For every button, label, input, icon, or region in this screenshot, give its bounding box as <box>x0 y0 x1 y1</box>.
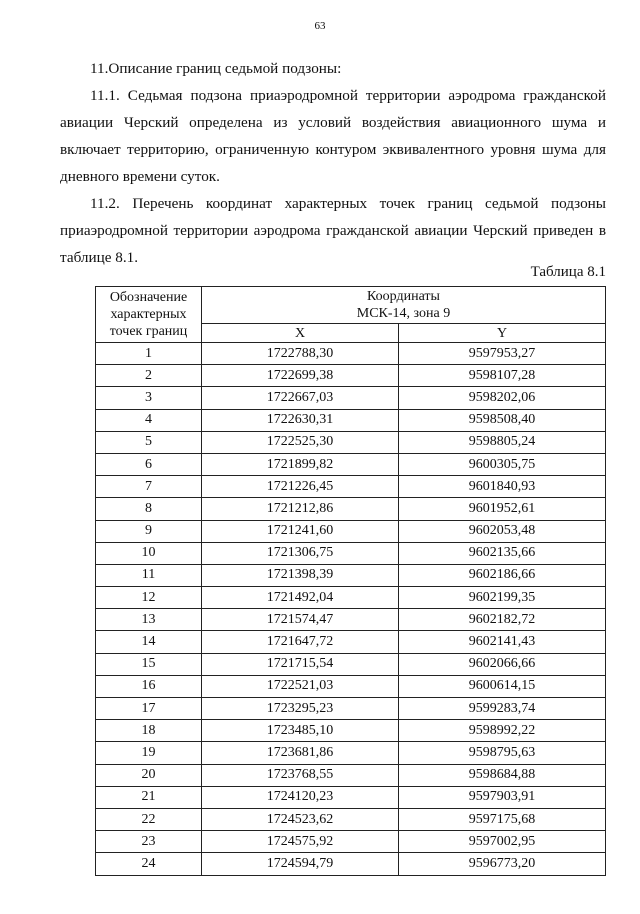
table-row <box>96 520 606 542</box>
x-coordinate-cell: 1721212,86 <box>202 498 399 520</box>
table-row <box>96 343 606 365</box>
x-coordinate-cell: 1722521,03 <box>202 675 399 697</box>
point-number-cell: 8 <box>96 498 202 520</box>
y-coordinate-cell: 9597175,68 <box>399 808 606 830</box>
coordinate-system: МСК-14, зона 9 <box>356 306 451 321</box>
point-number-cell: 7 <box>96 476 202 498</box>
x-coordinate-cell: 1721241,60 <box>202 520 399 542</box>
x-coordinate-cell: 1722630,31 <box>202 409 399 431</box>
table-row <box>96 587 606 609</box>
point-number-cell: 9 <box>96 520 202 542</box>
x-coordinate-cell: 1721715,54 <box>202 653 399 675</box>
section-heading: 11.Описание границ седьмой подзоны: <box>90 60 342 77</box>
table-row <box>96 476 606 498</box>
y-coordinate-cell: 9602182,72 <box>399 609 606 631</box>
page-number: 63 <box>314 20 326 32</box>
y-coordinate-cell: 9600305,75 <box>399 453 606 475</box>
x-coordinate-cell: 1721647,72 <box>202 631 399 653</box>
table-row <box>96 365 606 387</box>
table-row <box>96 431 606 453</box>
y-coordinate-cell: 9602141,43 <box>399 631 606 653</box>
x-column-header: X <box>202 324 399 343</box>
point-number-cell: 10 <box>96 542 202 564</box>
x-coordinate-cell: 1722699,38 <box>202 365 399 387</box>
table-row <box>96 831 606 853</box>
x-coordinate-cell: 1723295,23 <box>202 698 399 720</box>
y-coordinate-cell: 9596773,20 <box>399 853 606 875</box>
table-row <box>96 387 606 409</box>
y-coordinate-cell: 9602199,35 <box>399 587 606 609</box>
x-coordinate-cell: 1721306,75 <box>202 542 399 564</box>
y-coordinate-cell: 9598508,40 <box>399 409 606 431</box>
point-number-cell: 4 <box>96 409 202 431</box>
x-coordinate-cell: 1723485,10 <box>202 720 399 742</box>
x-coordinate-cell: 1722788,30 <box>202 343 399 365</box>
coordinates-title: Координаты <box>367 289 440 304</box>
paragraph-subzone-description: 11.1. Седьмая подзона приаэродромной территории аэродрома гражданской авиации Черский определена из условий воздействия авиационного шума и включает территорию, ограниченную контуром эквивалентного уровня шума для дневного времени суток. <box>60 87 606 185</box>
y-coordinate-cell: 9601952,61 <box>399 498 606 520</box>
table-row <box>96 853 606 875</box>
y-coordinate-cell: 9598107,28 <box>399 365 606 387</box>
table-row <box>96 609 606 631</box>
point-number-cell: 19 <box>96 742 202 764</box>
table-row <box>96 498 606 520</box>
point-number-cell: 12 <box>96 587 202 609</box>
y-coordinate-cell: 9602135,66 <box>399 542 606 564</box>
x-coordinate-cell: 1723768,55 <box>202 764 399 786</box>
table-body <box>96 343 606 876</box>
table-row <box>96 742 606 764</box>
coordinates-table <box>95 286 606 876</box>
x-coordinate-cell: 1721226,45 <box>202 476 399 498</box>
x-coordinate-cell: 1721492,04 <box>202 587 399 609</box>
table-caption: Таблица 8.1 <box>530 264 606 280</box>
table-header-row <box>96 287 606 324</box>
y-coordinate-cell: 9597903,91 <box>399 786 606 808</box>
x-coordinate-cell: 1724594,79 <box>202 853 399 875</box>
point-number-cell: 13 <box>96 609 202 631</box>
point-number-cell: 24 <box>96 853 202 875</box>
table-row <box>96 675 606 697</box>
point-number-cell: 6 <box>96 453 202 475</box>
point-number-cell: 22 <box>96 808 202 830</box>
point-number-cell: 21 <box>96 786 202 808</box>
point-number-cell: 15 <box>96 653 202 675</box>
point-number-cell: 5 <box>96 431 202 453</box>
point-number-cell: 23 <box>96 831 202 853</box>
point-number-cell: 18 <box>96 720 202 742</box>
paragraph-coordinates-intro: 11.2. Перечень координат характерных точек границ седьмой подзоны приаэродромной территории аэродрома гражданской авиации Черский приведен в таблице 8.1. <box>60 195 606 266</box>
y-coordinate-cell: 9599283,74 <box>399 698 606 720</box>
point-number-cell: 1 <box>96 343 202 365</box>
x-coordinate-cell: 1723681,86 <box>202 742 399 764</box>
y-coordinate-cell: 9598202,06 <box>399 387 606 409</box>
table-row <box>96 653 606 675</box>
point-number-cell: 20 <box>96 764 202 786</box>
x-coordinate-cell: 1724575,92 <box>202 831 399 853</box>
x-coordinate-cell: 1721398,39 <box>202 564 399 586</box>
point-number-cell: 2 <box>96 365 202 387</box>
x-coordinate-cell: 1721574,47 <box>202 609 399 631</box>
y-coordinate-cell: 9600614,15 <box>399 675 606 697</box>
y-column-header: Y <box>399 324 606 343</box>
y-coordinate-cell: 9601840,93 <box>399 476 606 498</box>
y-coordinate-cell: 9597953,27 <box>399 343 606 365</box>
point-number-cell: 3 <box>96 387 202 409</box>
table-row <box>96 786 606 808</box>
table-row <box>96 409 606 431</box>
x-coordinate-cell: 1722667,03 <box>202 387 399 409</box>
x-coordinate-cell: 1724120,23 <box>202 786 399 808</box>
y-coordinate-cell: 9602066,66 <box>399 653 606 675</box>
table-row <box>96 720 606 742</box>
y-coordinate-cell: 9602053,48 <box>399 520 606 542</box>
table-row <box>96 698 606 720</box>
point-number-cell: 17 <box>96 698 202 720</box>
point-number-cell: 14 <box>96 631 202 653</box>
point-label-header: Обозначение характерных точек границ <box>96 287 202 343</box>
y-coordinate-cell: 9598992,22 <box>399 720 606 742</box>
table-row <box>96 808 606 830</box>
coordinates-group-header <box>202 287 606 324</box>
table-row <box>96 564 606 586</box>
y-coordinate-cell: 9598684,88 <box>399 764 606 786</box>
point-number-cell: 11 <box>96 564 202 586</box>
x-coordinate-cell: 1721899,82 <box>202 453 399 475</box>
table-row <box>96 453 606 475</box>
y-coordinate-cell: 9597002,95 <box>399 831 606 853</box>
y-coordinate-cell: 9602186,66 <box>399 564 606 586</box>
x-coordinate-cell: 1724523,62 <box>202 808 399 830</box>
y-coordinate-cell: 9598795,63 <box>399 742 606 764</box>
y-coordinate-cell: 9598805,24 <box>399 431 606 453</box>
point-number-cell: 16 <box>96 675 202 697</box>
x-coordinate-cell: 1722525,30 <box>202 431 399 453</box>
table-row <box>96 631 606 653</box>
table-row <box>96 764 606 786</box>
table-row <box>96 542 606 564</box>
